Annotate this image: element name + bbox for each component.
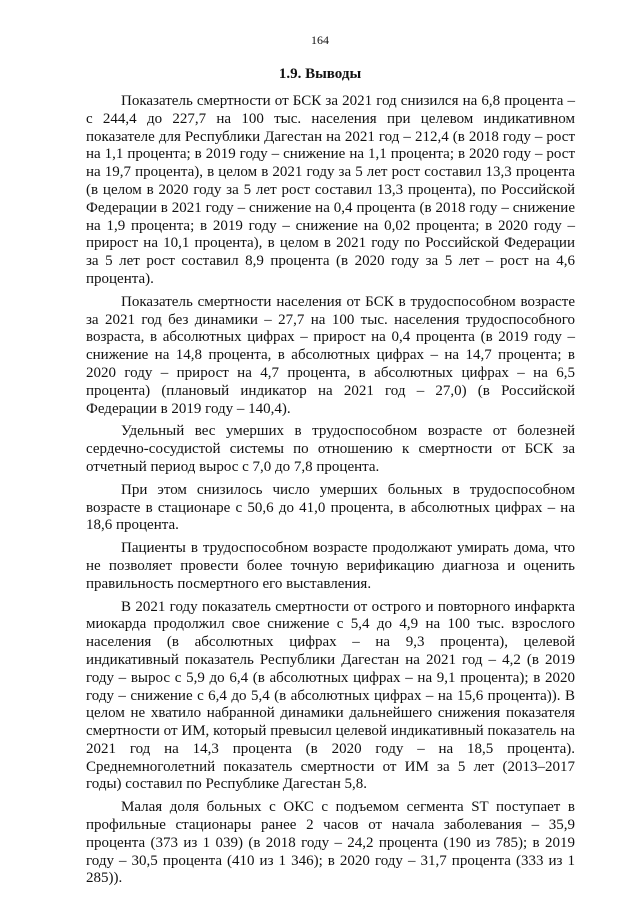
section-title: 1.9. Выводы [278, 66, 362, 82]
paragraph-cardiovascular-share: Удельный вес умерших в трудоспособном возрасте от болезней сердечно-сосудистой системы по отношению к смертности от БСК за отчетный период вырос с 7,0 до 7,8 процента. [86, 423, 575, 475]
paragraph-myocardial-infarction: В 2021 году показатель смертности от острого и повторного инфаркта миокарда продолжил свое снижение с 5,4 до 4,9 на 100 тыс. взрослого населения (в абсолютных цифрах – на 9,3 процента), целевой индикативный показатель Республики Дагестан на 2021 год – 4,2 (в 2019 году – вырос с 5,9 до 6,4 (в абсолютных цифрах – на 9,1 процента); в 2020 году – снижение с 6,4 до 5,4 (в абсолютных цифрах – на 15,6 процента)). В целом не хватило набранной динамики дальнейшего снижения показателя смертности от ИМ, который превысил целевой индикативный показатель на 2021 год на 14,3 процента (в 2020 году – на 18,5 процента). Среднемноголетний показатель смертности от ИМ за 5 лет (2013–2017 годы) составил по Республике Дагестан 5,8. [86, 598, 575, 793]
page-number: 164 [311, 33, 329, 47]
paragraph-working-age-mortality: Показатель смертности населения от БСК в трудоспособном возрасте за 2021 год без динамики – 27,7 на 100 тыс. населения трудоспособного возраста, в абсолютных цифрах – прирост на 0,4 процента (в 2019 году – снижение на 14,8 процента, в абсолютных цифрах – на 14,7 процента; в 2020 году – прирост на 4,7 процента, в абсолютных цифрах – на 6,5 процента) (плановый индикатор на 2021 год – 27,0) (в Российской Федерации в 2019 году – 140,4). [86, 293, 575, 417]
paragraph-home-deaths: Пациенты в трудоспособном возрасте продолжают умирать дома, что не позволяет провести более точную верификацию диагноза и оценить правильность посмертного его выставления. [86, 540, 575, 592]
document-body [86, 93, 575, 893]
paragraph-hospital-deaths: При этом снизилось число умерших больных в трудоспособном возрасте в стационаре с 50,6 до 41,0 процента, в абсолютных цифрах – на 18,6 процента. [86, 481, 575, 534]
paragraph-acs-st-elevation: Малая доля больных с ОКС с подъемом сегмента ST поступает в профильные стационары ранее 2 часов от начала заболевания – 35,9 процента (373 из 1 039) (в 2018 году – 24,2 процента (190 из 785); в 2019 году – 30,5 процента (410 из 1 346); в 2020 году – 31,7 процента (333 из 1 285)). [86, 799, 575, 887]
paragraph-bsk-mortality: Показатель смертности от БСК за 2021 год снизился на 6,8 процента – с 244,4 до 227,7 на 100 тыс. населения при целевом индикативном показателе для Республики Дагестан на 2021 год – 212,4 (в 2018 году – рост на 1,1 процента; в 2019 году – снижение на 1,1 процента; в 2020 году – рост на 19,7 процента), в целом в 2021 году за 5 лет рост составил 13,3 процента (в целом в 2020 году за 5 лет рост составил 13,3 процента), по Российской Федерации в 2021 году – снижение на 0,4 процента (в 2018 году – снижение на 1,9 процента; в 2019 году – снижение на 0,02 процента; в 2020 году – прирост на 10,1 процента), в целом в 2021 году по Российской Федерации за 5 лет рост составил 8,9 процента (в 2020 году за 5 лет – рост на 4,6 процента). [86, 93, 575, 287]
